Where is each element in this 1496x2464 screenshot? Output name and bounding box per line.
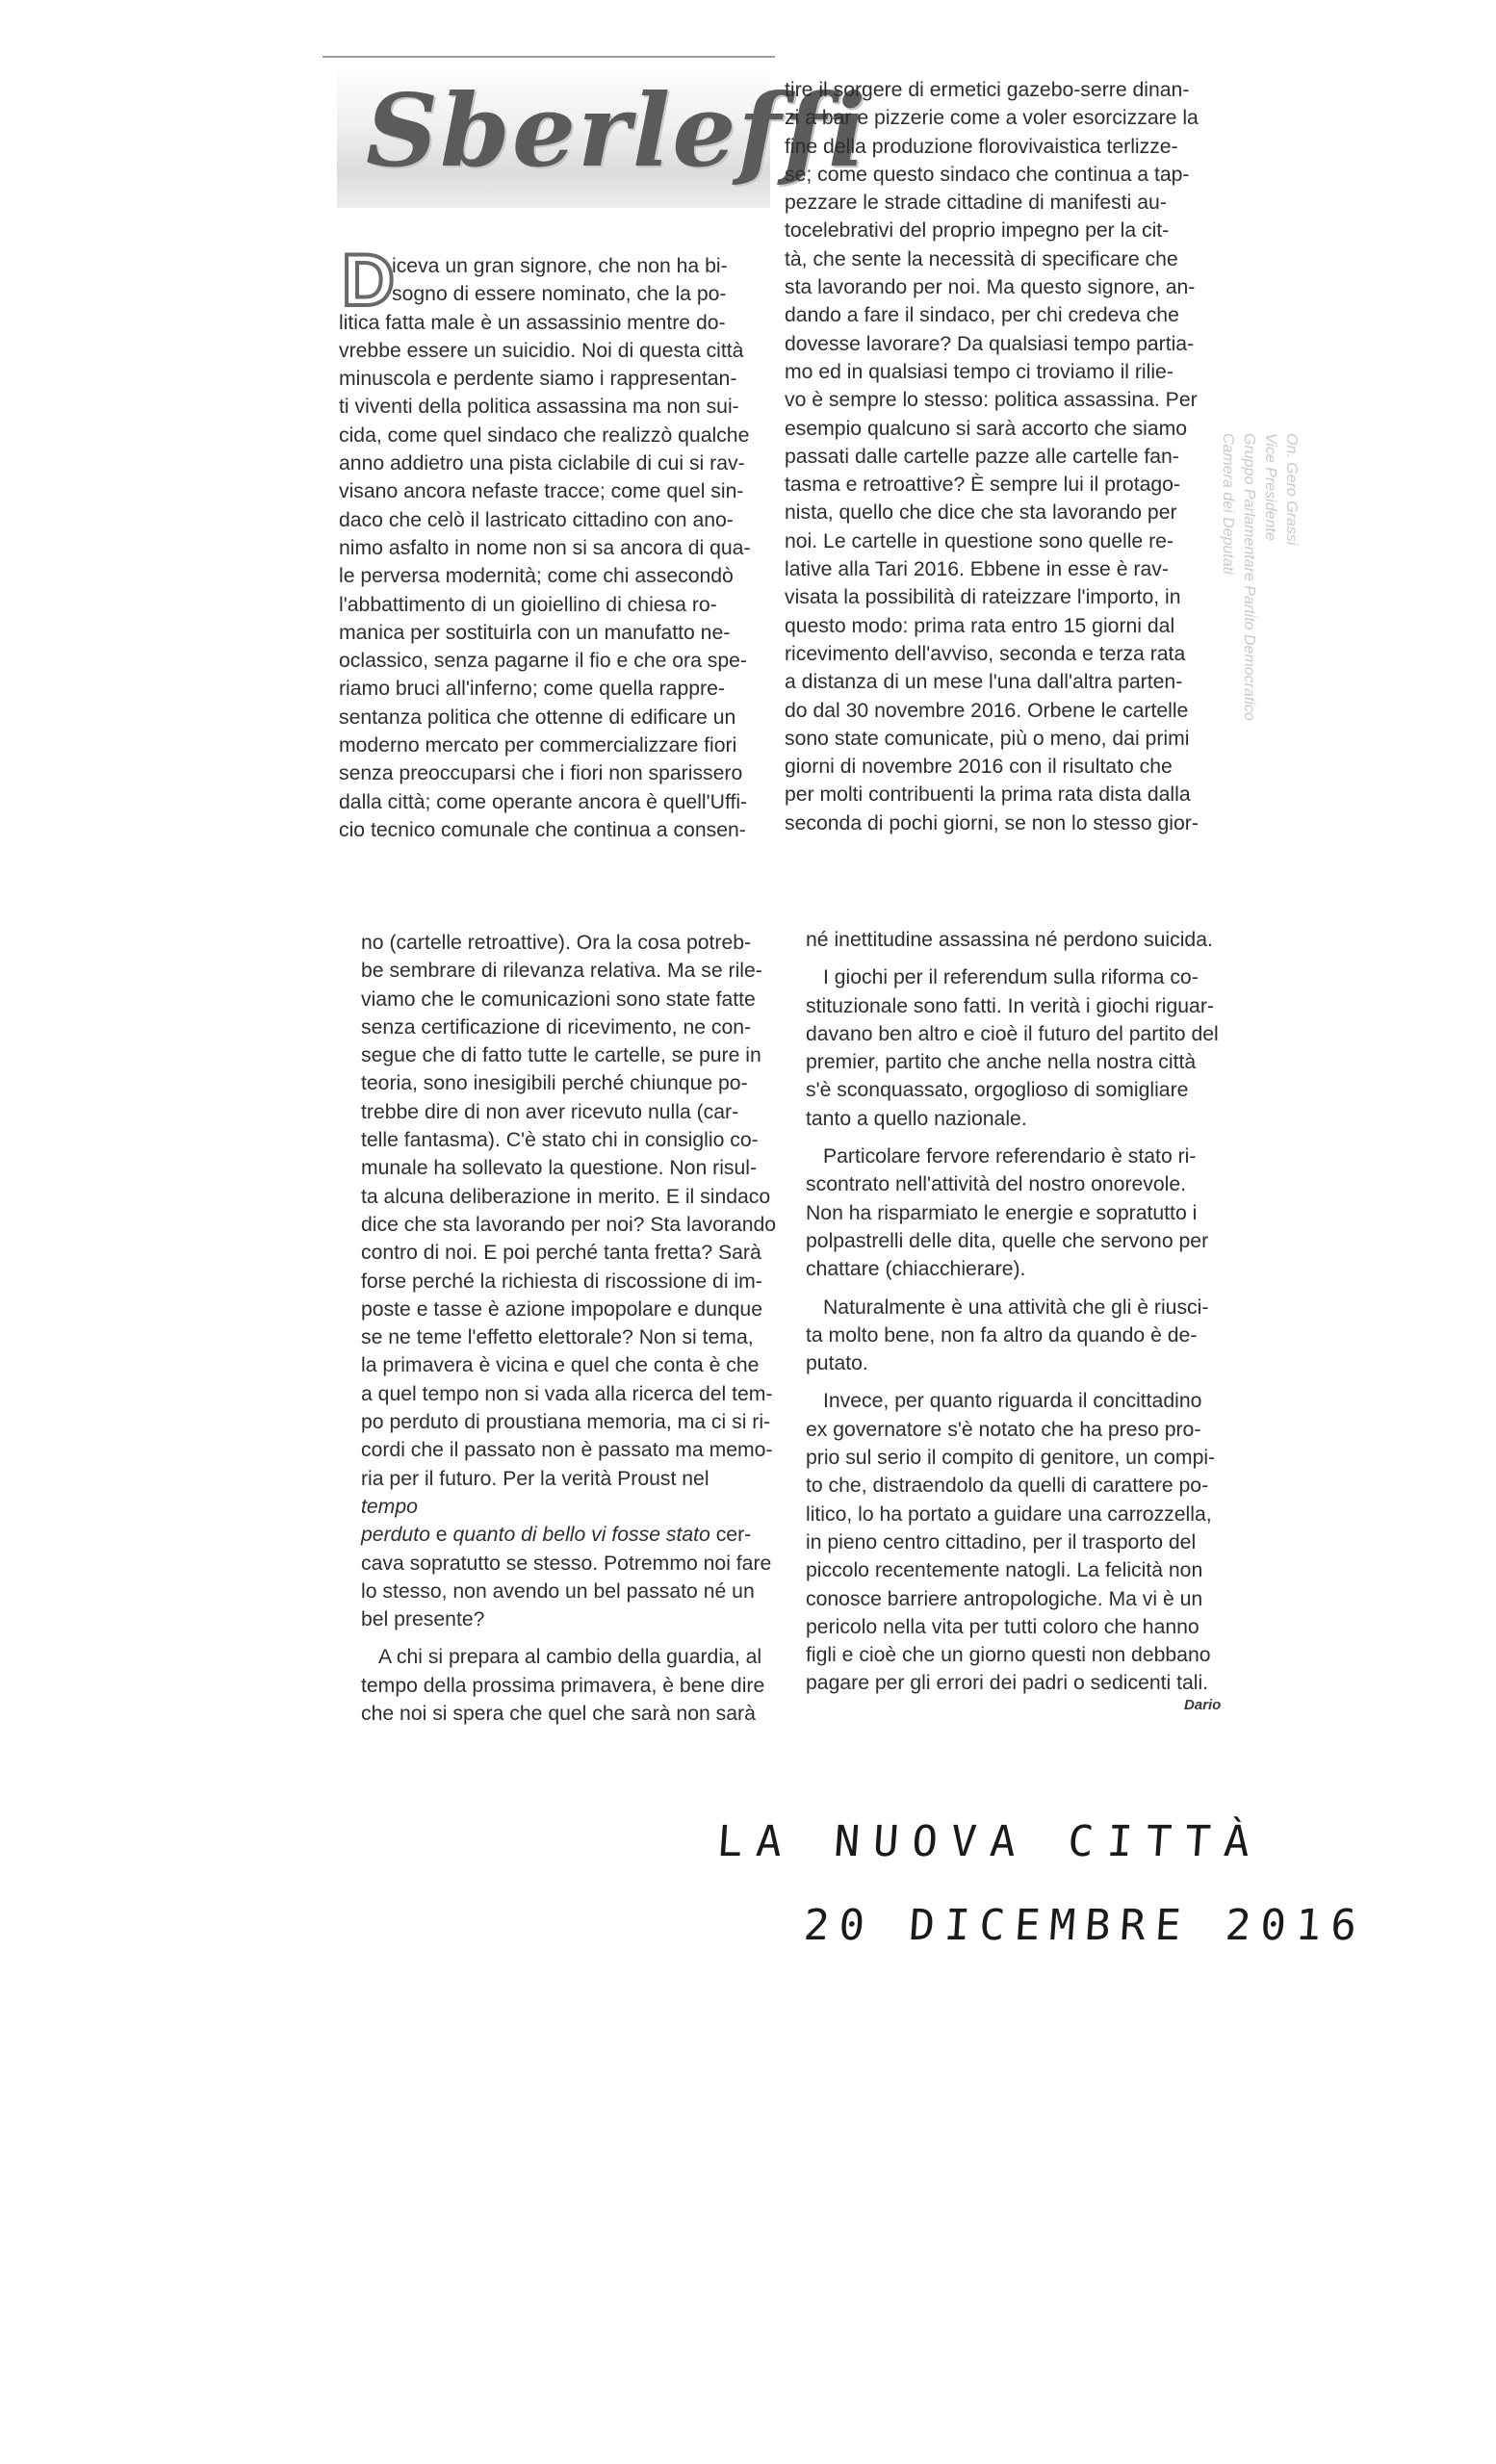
text-line: Vice Presidente bbox=[1262, 433, 1278, 541]
text-line: polpastrelli delle dita, quelle che servono per bbox=[806, 1229, 1209, 1252]
italic-tempo: tempo bbox=[361, 1495, 418, 1518]
text-line: minuscola e perdente siamo i rappresentan- bbox=[339, 368, 737, 391]
column-masthead bbox=[337, 64, 868, 208]
text-line: moderno mercato per commercializzare fiori bbox=[339, 734, 737, 757]
text-line: cio tecnico comunale che continua a consen- bbox=[339, 818, 746, 841]
text-line: tà, che sente la necessità di specificare che bbox=[785, 247, 1178, 270]
text-line: lative alla Tari 2016. Ebbene in esse è rav- bbox=[785, 558, 1169, 581]
text-line: putato. bbox=[806, 1352, 868, 1375]
text-line: forse perché la richiesta di riscossione di im- bbox=[361, 1270, 762, 1293]
text-line: tanto a quello nazionale. bbox=[806, 1107, 1027, 1130]
text-line: trebbe dire di non aver ricevuto nulla (car- bbox=[361, 1100, 739, 1123]
column-4-part-b bbox=[806, 963, 1219, 1133]
masthead-title: Sberleffi bbox=[366, 71, 868, 190]
text-line: A chi si prepara al cambio della guardia, al bbox=[378, 1646, 762, 1669]
text-line: ria per il futuro. Per la verità Proust nel bbox=[361, 1467, 709, 1490]
italic-perduto: perduto bbox=[361, 1524, 430, 1547]
text-line: ricevimento dell'avviso, seconda e terza rata bbox=[785, 642, 1186, 665]
text-line: scontrato nell'attività del nostro onorevole. bbox=[806, 1173, 1187, 1196]
text-line: po perduto di proustiana memoria, ma ci si ri- bbox=[361, 1411, 771, 1434]
drop-cap: D bbox=[342, 240, 395, 321]
text-line: ex governatore s'è notato che ha preso pro- bbox=[806, 1418, 1201, 1441]
author-signature: Dario bbox=[1184, 1697, 1222, 1713]
text-line: tocelebrativi del proprio impegno per la cit- bbox=[785, 219, 1170, 243]
text-line: la primavera è vicina e quel che conta è che bbox=[361, 1354, 760, 1377]
proust-line bbox=[361, 1493, 776, 1521]
text-line: vo è sempre lo stesso: politica assassina. Per bbox=[785, 389, 1198, 412]
text-line: le perversa modernità; come chi assecondò bbox=[339, 565, 734, 588]
text-line: manica per sostituirla con un manufatto ne- bbox=[339, 621, 731, 644]
text-line: sta lavorando per noi. Ma questo signore, an- bbox=[785, 276, 1196, 299]
text-line: anno addietro una pista ciclabile di cui si rav- bbox=[339, 452, 745, 475]
article-column-3 bbox=[361, 929, 776, 1728]
text-line: munale ha sollevato la questione. Non risul- bbox=[361, 1157, 758, 1180]
text-line: cida, come quel sindaco che realizzò qualche bbox=[339, 424, 750, 447]
text-line: Invece, per quanto riguarda il concittadino bbox=[823, 1390, 1202, 1413]
text-line: senza certificazione di ricevimento, ne con- bbox=[361, 1015, 752, 1039]
italic-quanto: quanto di bello vi fosse stato bbox=[452, 1524, 710, 1547]
column-4-part-e bbox=[806, 1387, 1219, 1697]
text-line: Particolare fervore referendario è stato ri- bbox=[823, 1145, 1197, 1168]
text-line: mo ed in qualsiasi tempo ci troviamo il rilie- bbox=[785, 360, 1174, 383]
text-line: tempo della prossima primavera, è bene dire bbox=[361, 1674, 765, 1697]
text-line: se ne teme l'effetto elettorale? Non si tema, bbox=[361, 1326, 754, 1349]
text-line: visata la possibilità di rateizzare l'importo, in bbox=[785, 586, 1181, 609]
article-column-2 bbox=[785, 76, 1199, 837]
text-line: vrebbe essere un suicidio. Noi di questa città bbox=[339, 339, 744, 362]
article-column-4 bbox=[806, 926, 1219, 1698]
text-line: iceva un gran signore, che non ha bi- bbox=[392, 255, 728, 277]
text-line: pagare per gli errori dei padri o sedicenti tali. bbox=[806, 1672, 1209, 1695]
column-3-part-b bbox=[361, 1550, 776, 1634]
proust-line-2 bbox=[361, 1521, 776, 1549]
text-line: Camera dei Deputati bbox=[1220, 433, 1236, 575]
text-line: noi. Le cartelle in questione sono quelle re- bbox=[785, 529, 1174, 552]
text-line: contro di noi. E poi perché tanta fretta? Sarà bbox=[361, 1242, 761, 1265]
text-line: dice che sta lavorando per noi? Sta lavorando bbox=[361, 1213, 777, 1236]
text-line: s'è sconquassato, orgoglioso di somigliare bbox=[806, 1079, 1189, 1102]
handwritten-source: LA NUOVA CITTÀ bbox=[715, 1817, 1265, 1866]
text-line: cordi che il passato non è passato ma memo- bbox=[361, 1439, 773, 1462]
text-line: in pieno centro cittadino, per il trasporto del bbox=[806, 1530, 1197, 1553]
text-line: riamo bruci all'inferno; come quella rappre- bbox=[339, 678, 725, 701]
text-line: per molti contribuenti la prima rata dista dalla bbox=[785, 783, 1191, 807]
text-line: no (cartelle retroattive). Ora la cosa potreb- bbox=[361, 932, 752, 954]
text-line: sogno di essere nominato, che la po- bbox=[392, 283, 727, 306]
tail: cer- bbox=[709, 1524, 752, 1547]
text-line: do dal 30 novembre 2016. Orbene le cartelle bbox=[785, 699, 1189, 722]
text-line: seconda di pochi giorni, se non lo stesso gior- bbox=[785, 811, 1199, 834]
text-line: be sembrare di rilevanza relativa. Ma se rile- bbox=[361, 960, 762, 983]
text-line: dovesse lavorare? Da qualsiasi tempo partia- bbox=[785, 332, 1195, 355]
text-line: a quel tempo non si vada alla ricerca del tem- bbox=[361, 1382, 773, 1405]
text-line: visano ancora nefaste tracce; come quel sin- bbox=[339, 480, 744, 503]
text-line: passati dalle cartelle pazze alle cartelle fan- bbox=[785, 445, 1179, 468]
text-line: dando a fare il sindaco, per chi credeva che bbox=[785, 304, 1179, 327]
text-line: prio sul serio il compito di genitore, un compi- bbox=[806, 1447, 1216, 1470]
text-line: fine della produzione florovivaistica terlizze- bbox=[785, 135, 1178, 158]
text-line: sono state comunicate, più o meno, dai primi bbox=[785, 727, 1190, 750]
column-3-part-a bbox=[361, 929, 776, 1493]
text-line: lo stesso, non avendo un bel passato né un bbox=[361, 1579, 755, 1603]
column-3-part-c bbox=[361, 1643, 776, 1728]
text-line: On. Gero Grassi bbox=[1283, 433, 1300, 546]
article-column-1 bbox=[339, 240, 751, 844]
handwritten-date: 20 DICEMBRE 2016 bbox=[802, 1901, 1368, 1950]
text-line: teoria, sono inesigibili perché chiunque po- bbox=[361, 1072, 748, 1095]
text-line: stituzionale sono fatti. In verità i giochi riguar- bbox=[806, 994, 1214, 1017]
text-line: premier, partito che anche nella nostra città bbox=[806, 1051, 1197, 1074]
text-line: I giochi per il referendum sulla riforma co- bbox=[823, 966, 1199, 989]
deputy-stamp bbox=[1217, 433, 1302, 721]
text-line: Gruppo Parlamentare Partito Democratico bbox=[1241, 433, 1257, 721]
text-line: che noi si spera che quel che sarà non sarà bbox=[361, 1703, 756, 1726]
text-line: litica fatta male è un assassinio mentre do- bbox=[339, 311, 726, 334]
text-line: chattare (chiacchierare). bbox=[806, 1258, 1026, 1281]
text-line: ta molto bene, non fa altro da quando è de- bbox=[806, 1323, 1198, 1347]
text-line: segue che di fatto tutte le cartelle, se pure in bbox=[361, 1044, 761, 1067]
text-line: ti viventi della politica assassina ma non sui- bbox=[339, 396, 739, 419]
text-line: giorni di novembre 2016 con il risultato che bbox=[785, 756, 1173, 779]
text-line: ta alcuna deliberazione in merito. E il sindaco bbox=[361, 1185, 771, 1208]
text-line: conosce barriere antropologiche. Ma vi è un bbox=[806, 1587, 1203, 1610]
text-line: pezzare le strade cittadine di manifesti au- bbox=[785, 192, 1167, 215]
column-4-part-c bbox=[806, 1142, 1219, 1283]
text-line: a distanza di un mese l'una dall'altra parten- bbox=[785, 671, 1183, 694]
text-line: nimo asfalto in nome non si sa ancora di qua- bbox=[339, 536, 751, 559]
text-line: questo modo: prima rata entro 15 giorni dal bbox=[785, 614, 1175, 637]
text-line: daco che celò il lastricato cittadino con ano- bbox=[339, 508, 734, 531]
text-line: viamo che le comunicazioni sono state fatte bbox=[361, 988, 756, 1011]
text-line: to che, distraendolo da quelli di carattere po- bbox=[806, 1475, 1209, 1498]
text-line: sentanza politica che ottenne di edificare un bbox=[339, 706, 736, 729]
text-line: tire il sorgere di ermetici gazebo-serre dinan- bbox=[785, 79, 1190, 101]
text-line: né inettitudine assassina né perdono suicida. bbox=[806, 929, 1213, 951]
text-line: l'abbattimento di un gioiellino di chiesa ro- bbox=[339, 593, 717, 616]
text-line: piccolo recentemente natogli. La felicità non bbox=[806, 1559, 1203, 1582]
text-line: Non ha risparmiato le energie e sopratutto i bbox=[806, 1201, 1198, 1224]
text-line: figli e cioè che un giorno questi non debbano bbox=[806, 1644, 1211, 1667]
text-line: davano ben altro e cioè il futuro del partito del bbox=[806, 1022, 1219, 1045]
text-line: telle fantasma). C'è stato chi in consiglio co- bbox=[361, 1129, 759, 1152]
top-rule bbox=[322, 56, 775, 58]
text-line: se; come questo sindaco che continua a tap- bbox=[785, 163, 1190, 186]
column-4-part-a bbox=[806, 926, 1219, 954]
column-4-part-d bbox=[806, 1294, 1219, 1378]
joiner: e bbox=[429, 1524, 453, 1547]
text-line: litico, lo ha portato a guidare una carrozzella, bbox=[806, 1502, 1212, 1526]
text-line: zi a bar e pizzerie come a voler esorcizzare la bbox=[785, 107, 1199, 130]
text-line: bel presente? bbox=[361, 1608, 485, 1631]
text-line: esempio qualcuno si sarà accorto che siamo bbox=[785, 417, 1188, 440]
text-line: nista, quello che dice che sta lavorando per bbox=[785, 501, 1177, 525]
text-line: pericolo nella vita per tutti coloro che hanno bbox=[806, 1615, 1199, 1638]
text-line: cava sopratutto se stesso. Potremmo noi fare bbox=[361, 1552, 772, 1575]
text-line: Naturalmente è una attività che gli è riusci- bbox=[823, 1296, 1209, 1319]
text-line: senza preoccuparsi che i fiori non sparissero bbox=[339, 762, 743, 785]
text-line: dalla città; come operante ancora è quell'Uffi- bbox=[339, 790, 748, 813]
text-line: oclassico, senza pagarne il fio e che ora spe- bbox=[339, 650, 747, 673]
text-line: tasma e retroattive? È sempre lui il protago- bbox=[785, 474, 1180, 497]
text-line: poste e tasse è azione impopolare e dunque bbox=[361, 1297, 762, 1321]
